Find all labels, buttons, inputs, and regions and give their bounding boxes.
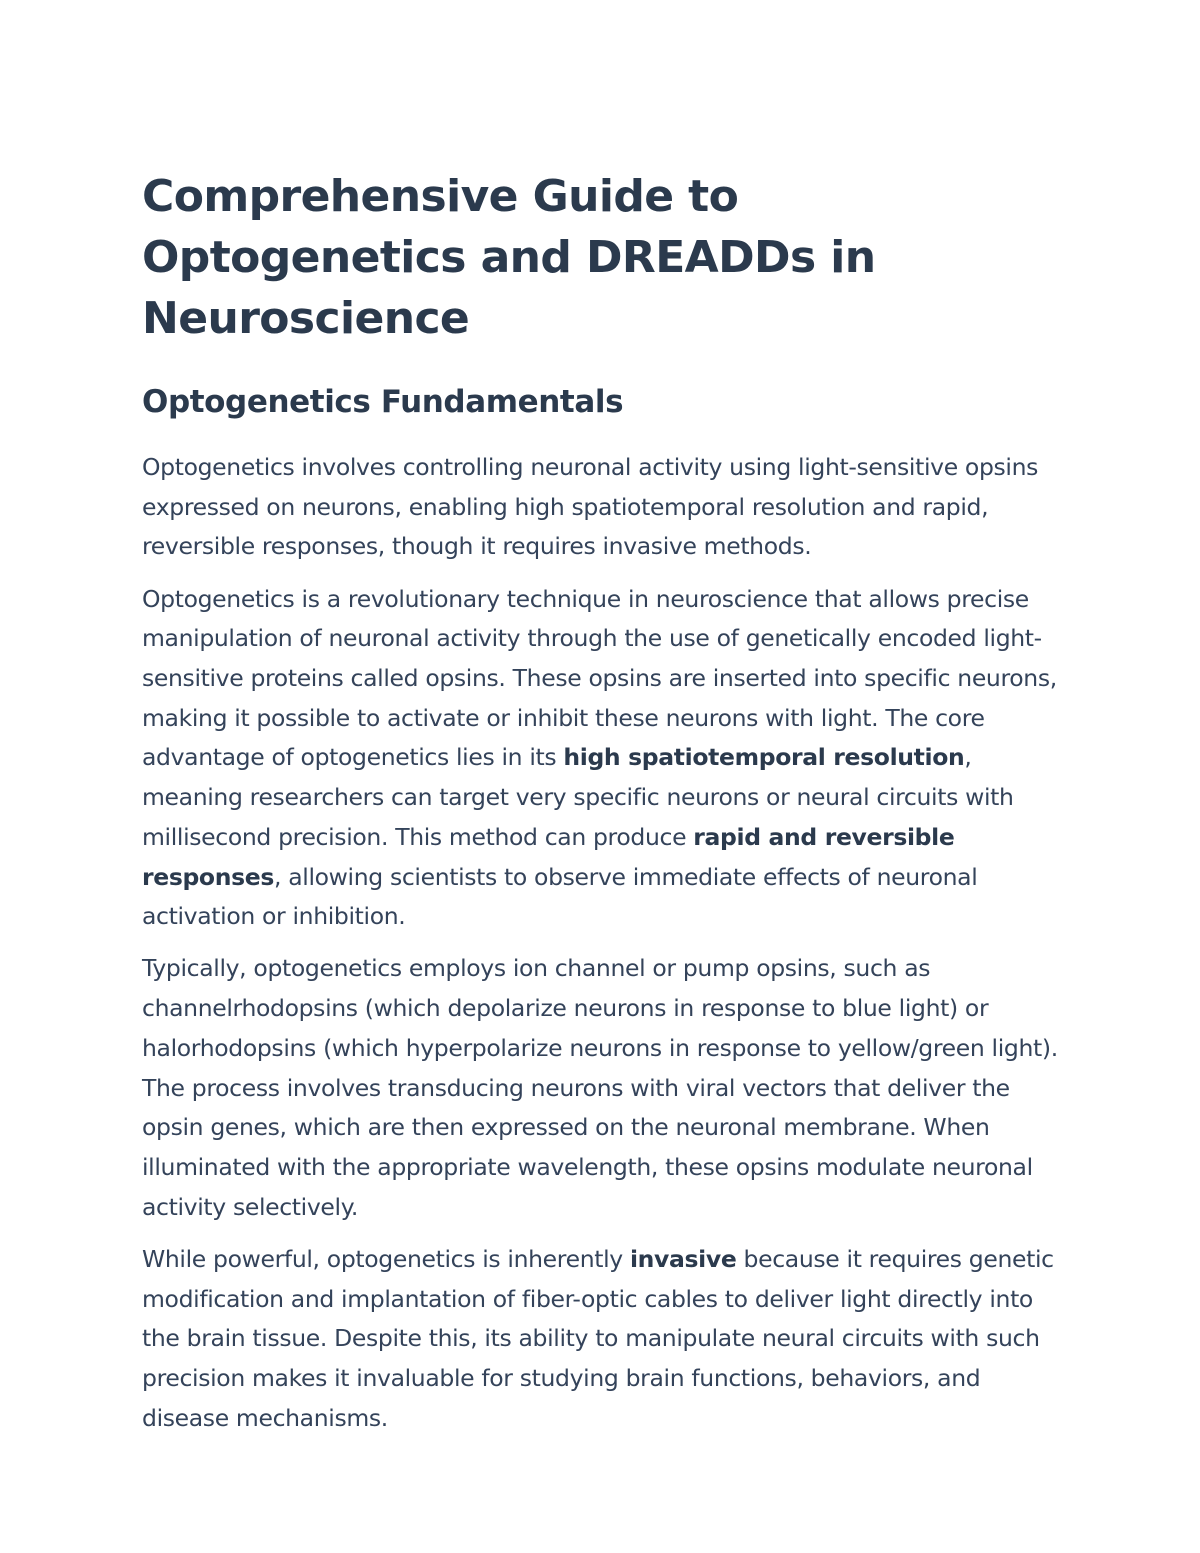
paragraph-4-bold-1: invasive [629,1244,737,1273]
paragraph-4-text-2: because it requires genetic modification and implantation of fiber-optic cables to deliver light directly into the brain tissue. Despite this, its ability to manipulate neural circuits with such precision makes it invaluable for studying brain functions, behaviors, and disease mechanisms. [142,1244,1054,1432]
paragraph-2 [142,580,1062,937]
document-page [142,166,1062,1438]
paragraph-2-text-3: , allowing scientists to observe immediate effects of neuronal activation or inhibition. [142,862,978,931]
document-title: Comprehensive Guide to Optogenetics and DREADDs in Neuroscience [142,171,876,344]
intro-paragraph: Optogenetics involves controlling neuronal activity using light-sensitive opsins expressed on neurons, enabling high spatiotemporal resolution and rapid, reversible responses, though it requires invasive methods. [142,453,1039,561]
paragraph-4-text-1: While powerful, optogenetics is inherently [142,1244,630,1273]
paragraph-2-text-2: , meaning researchers can target very specific neurons or neural circuits with millisecond precision. This method can produce [142,743,1014,851]
section-heading: Optogenetics Fundamentals [142,384,624,420]
paragraph-4 [142,1240,1062,1439]
paragraph-2-text-1: Optogenetics is a revolutionary technique in neuroscience that allows precise manipulation of neuronal activity through the use of genetically encoded light-sensitive proteins called opsins. These opsins are inserted into specific neurons, making it possible to activate or inhibit these neurons with light. The core advantage of optogenetics lies in its [142,584,1057,772]
paragraph-2-bold-1: high spatiotemporal resolution [563,743,965,772]
paragraph-3: Typically, optogenetics employs ion channel or pump opsins, such as channelrhodopsins (which depolarize neurons in response to blue light) or halorhodopsins (which hyperpolarize neurons in response to yellow/green light). The process involves transducing neurons with viral vectors that deliver the opsin genes, which are then expressed on the neuronal membrane. When illuminated with the appropriate wavelength, these opsins modulate neuronal activity selectively. [142,954,1058,1221]
paragraph-2-bold-2: rapid and reversible responses [142,822,955,891]
